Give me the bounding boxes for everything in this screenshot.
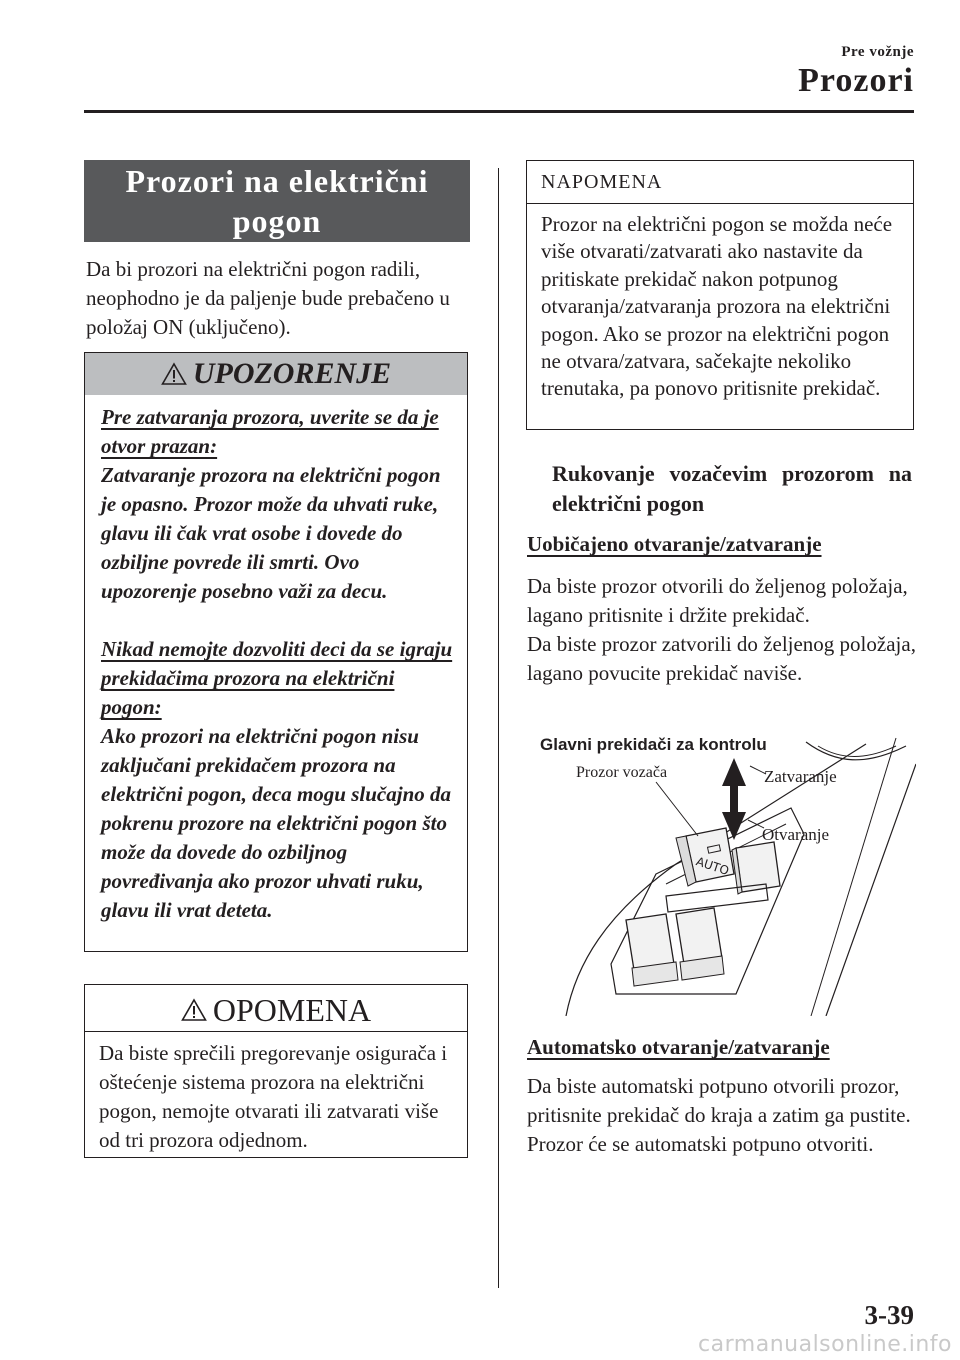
page-number: 3-39 xyxy=(864,1300,914,1330)
warning-p2-body: Ako prozori na električni pogon nisu zaključani prekidačem prozora na električni pogon, deca mogu slučajno da pokrenu prozore na električni pogon što može da dovede do ozbiljnog povređivanja ako prozor uhvati ruku, glavu ili vrat deteta. xyxy=(101,724,452,922)
warning-p2-title: Nikad nemojte dozvoliti deci da se igraju prekidačima prozora na električni pogon: xyxy=(101,637,453,719)
column-divider xyxy=(498,168,499,1288)
section-intro: Da bi prozori na električni pogon radili, neophodno je da paljenje bude prebačeno u položaj ON (uključeno). xyxy=(86,257,450,339)
warning-triangle-icon xyxy=(181,998,207,1022)
section-title-text: Prozori na električni pogon xyxy=(125,163,429,239)
chapter-label: Pre vožnje xyxy=(841,44,914,60)
auto-operation-heading: Automatsko otvaranje/zatvaranje xyxy=(527,1035,830,1059)
watermark: carmanualsonline.info xyxy=(698,1332,952,1357)
note-body: Prozor na električni pogon se možda neće više otvarati/zatvarati ako nastavite da pritiskate prekidač nakon potpunog otvaranja/zatvaranja prozora na električni pogon. Ako se prozor na električni pogon ne otvara/zatvara, sačekajte nekoliko trenutaka, pa ponovo pritisnite prekidač. xyxy=(541,212,893,401)
normal-operation-p1: Da biste prozor otvorili do željenog položaja, lagano pritisnite i držite prekidač. xyxy=(527,574,908,627)
driver-window-title: Rukovanje vozačevim prozorom na električni pogon xyxy=(552,461,912,516)
caution-body: Da biste sprečili pregorevanje osigurača i oštećenje sistema prozora na električni pogon, nemojte otvarati ili zatvarati više od tri prozora odjednom. xyxy=(99,1041,448,1152)
note-box xyxy=(526,160,914,430)
warning-body xyxy=(101,403,459,925)
warning-box xyxy=(84,352,468,952)
figure-title: Glavni prekidači za kontrolu xyxy=(540,735,767,754)
caution-heading-text: OPOMENA xyxy=(212,991,372,1028)
auto-operation-text: Da biste automatski potpuno otvorili prozor, pritisnite prekidač do kraja a zatim ga pustite. Prozor će se automatski potpuno otvoriti. xyxy=(527,1074,911,1156)
warning-heading xyxy=(85,353,467,395)
header-rule xyxy=(84,110,914,113)
section-title xyxy=(84,160,470,242)
page-header-title: Prozori xyxy=(798,62,914,99)
normal-operation-text xyxy=(527,572,917,688)
normal-operation-p2: Da biste prozor zatvorili do željenog položaja, lagano povucite prekidač naviše. xyxy=(527,632,916,685)
figure-label-driver: Prozor vozača xyxy=(576,764,668,781)
warning-heading-text: UPOZORENJE xyxy=(192,357,392,390)
normal-operation-heading: Uobičajeno otvaranje/zatvaranje xyxy=(527,532,822,556)
warning-p1-title: Pre zatvaranja prozora, uverite se da je otvor prazan: xyxy=(101,405,439,458)
figure-label-open: Otvaranje xyxy=(762,825,830,844)
caution-heading xyxy=(85,985,467,1032)
warning-triangle-icon xyxy=(161,362,187,386)
warning-p1-body: Zatvaranje prozora na električni pogon je opasno. Prozor može da uhvati ruke, glavu ili čak vrat osobe i dovede do ozbiljne povrede ili smrti. Ovo upozorenje posebno važi za decu. xyxy=(101,463,441,603)
note-heading: NAPOMENA xyxy=(527,161,913,204)
caution-box xyxy=(84,984,468,1158)
window-switch-illustration xyxy=(536,724,916,1016)
figure-label-close: Zatvaranje xyxy=(764,767,837,786)
auto-switch-label: AUTO xyxy=(694,854,731,879)
